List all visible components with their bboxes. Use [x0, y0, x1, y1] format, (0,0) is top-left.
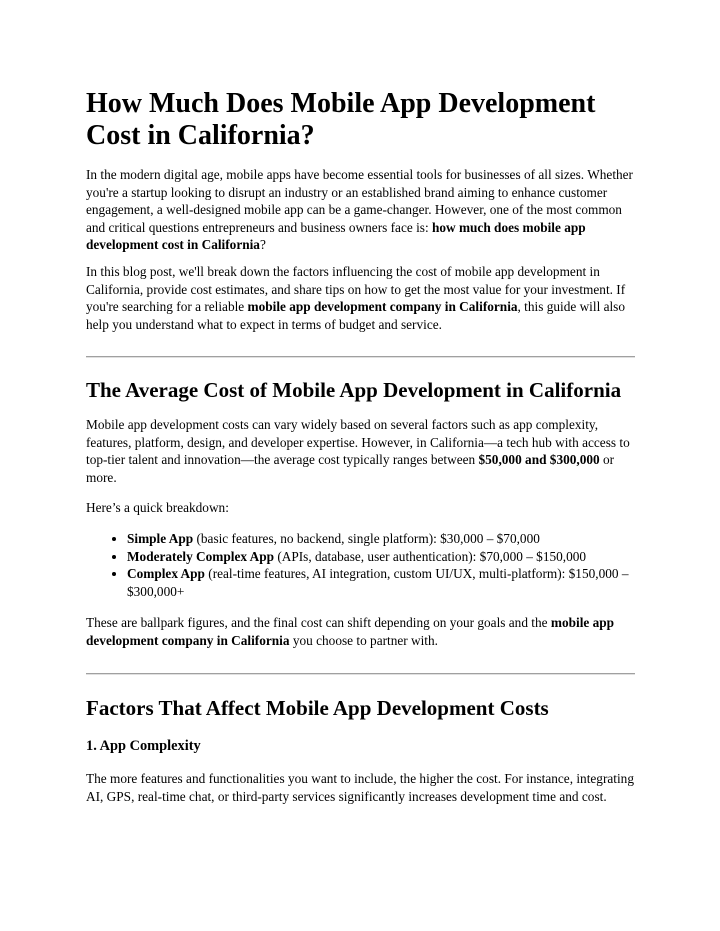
section1-p3-bold: mobile app development company in California [86, 615, 615, 648]
section1-paragraph-2: Here’s a quick breakdown: [86, 500, 229, 515]
divider-1 [86, 356, 635, 358]
section1-paragraph-1 [86, 416, 635, 486]
intro-paragraph-2 [86, 263, 635, 333]
list-item-text: (basic features, no backend, single platform): $30,000 – $70,000 [193, 531, 540, 546]
page-title: How Much Does Mobile App Development Cost in California? [86, 88, 596, 151]
section2-paragraph-1: The more features and functionalities you want to include, the higher the cost. For instance, integrating AI, GPS, real-time chat, or third-party services significantly increases development time and cost. [86, 771, 634, 804]
divider-2 [86, 673, 635, 675]
list-item-text: (APIs, database, user authentication): $70,000 – $150,000 [274, 548, 587, 564]
section2-heading: Factors That Affect Mobile App Development Costs [86, 696, 549, 720]
section1-p1-bold: $50,000 and $300,000 [478, 452, 600, 468]
intro-p1-text: In the modern digital age, mobile apps have become essential tools for businesses of all sizes. Whether you're a startup looking to disrupt an industry or an established brand aiming to enhance customer engagement, a well-designed mobile app can be a game-changer. However, one of the most common and critical questions entrepreneurs and business owners face is: [86, 167, 633, 235]
intro-p2-bold: mobile app development company in California [247, 299, 518, 315]
intro-p1-end: ? [259, 237, 266, 253]
list-item [127, 548, 676, 566]
list-item-bold: Moderately Complex App [127, 548, 274, 564]
list-item-text: (real-time features, AI integration, custom UI/UX, multi-platform): $150,000 – $300,000+ [127, 566, 629, 599]
section1-p3-end: you choose to partner with. [289, 632, 438, 648]
intro-p2-end: , this guide will also help you understand what to expect in terms of budget and service. [86, 299, 626, 332]
section1-heading: The Average Cost of Mobile App Development in California [86, 378, 622, 402]
list-item [127, 565, 676, 600]
list-item-bold: Complex App [127, 566, 205, 582]
intro-p1-bold: how much does mobile app development cost in California [86, 219, 586, 253]
cost-breakdown-list [86, 530, 676, 600]
list-item [127, 530, 676, 548]
section1-p1-text: Mobile app development costs can vary widely based on several factors such as app complexity, features, platform, design, and developer expertise. However, in California—a tech hub with access to top-tier talent and innovation—the average cost typically ranges between [86, 417, 630, 468]
list-item-bold: Simple App [127, 531, 194, 546]
section2-subheading: 1. App Complexity [86, 738, 201, 754]
section1-p1-end: or more. [86, 452, 615, 485]
section1-paragraph-3 [86, 614, 635, 649]
intro-paragraph-1 [86, 166, 635, 254]
section1-p3-text: These are ballpark figures, and the final cost can shift depending on your goals and the [86, 615, 551, 630]
intro-p2-text: In this blog post, we'll break down the factors influencing the cost of mobile app development in California, provide cost estimates, and share tips on how to get the most value for your investment. If you're searching for a reliable [86, 264, 626, 315]
